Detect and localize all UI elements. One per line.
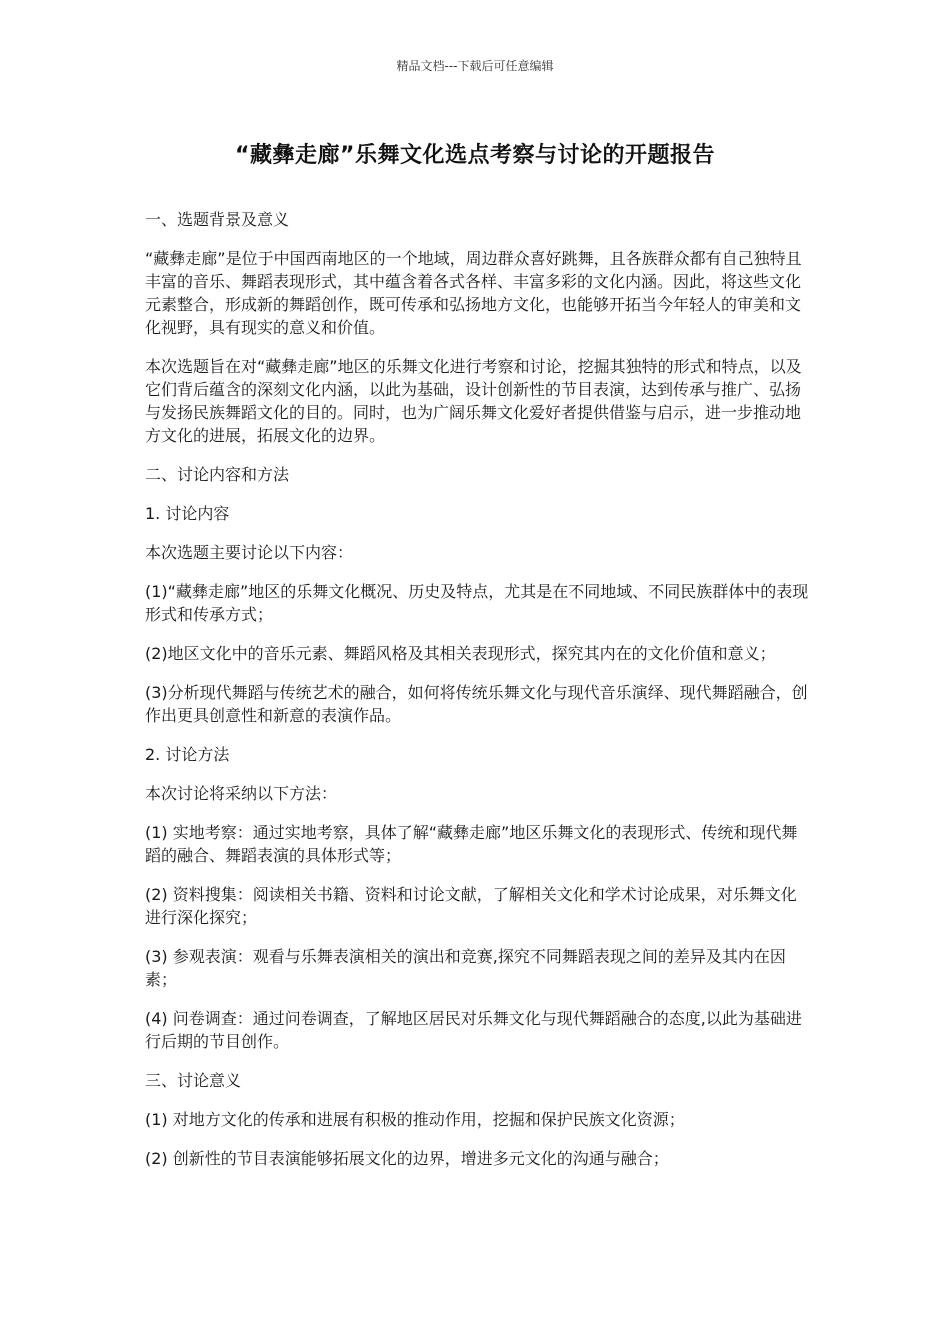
section-heading-content-method: 二、讨论内容和方法 [145, 465, 290, 484]
list-item-method-4: (4) 问卷调查：通过问卷调查，了解地区居民对乐舞文化与现代舞蹈融合的态度,以此为基础进行后期的节目创作。 [145, 1009, 802, 1051]
paragraph-purpose: 本次选题旨在对“藏彝走廊”地区的乐舞文化进行考察和讨论，挖掘其独特的形式和特点，以及它们背后蕴含的深刻文化内涵，以此为基础，设计创新性的节目表演，达到传承与推广、弘扬与发扬民族舞蹈文化的目的。同时，也为广阔乐舞文化爱好者提供借鉴与启示，进一步推动地方文化的进展，拓展文化的边界。 [145, 357, 802, 445]
document-body [145, 208, 810, 1186]
list-item-content-1: (1)“藏彝走廊”地区的乐舞文化概况、历史及特点，尤其是在不同地域、不同民族群体中的表现形式和传承方式； [145, 582, 809, 624]
subheading-content: 1. 讨论内容 [145, 504, 230, 523]
list-item-method-2: (2) 资料搜集：阅读相关书籍、资料和讨论文献，了解相关文化和学术讨论成果，对乐舞文化进行深化探究； [145, 885, 797, 927]
list-item-significance-2: (2) 创新性的节目表演能够拓展文化的边界，增进多元文化的沟通与融合； [145, 1149, 669, 1168]
list-item-content-3: (3)分析现代舞蹈与传统艺术的融合，如何将传统乐舞文化与现代音乐演绎、现代舞蹈融合，创作出更具创意性和新意的表演作品。 [145, 683, 808, 725]
header-note: 精品文档---下载后可任意编辑 [396, 59, 554, 73]
subheading-method: 2. 讨论方法 [145, 745, 230, 764]
paragraph-content-intro: 本次选题主要讨论以下内容： [145, 543, 354, 562]
section-heading-significance: 三、讨论意义 [145, 1071, 242, 1090]
list-item-method-1: (1) 实地考察：通过实地考察，具体了解“藏彝走廊”地区乐舞文化的表现形式、传统和现代舞蹈的融合、舞蹈表演的具体形式等； [145, 823, 798, 865]
list-item-significance-1: (1) 对地方文化的传承和进展有积极的推动作用，挖掘和保护民族文化资源； [145, 1110, 685, 1129]
document-title: “藏彝走廊”乐舞文化选点考察与讨论的开题报告 [235, 143, 715, 168]
section-heading-background: 一、选题背景及意义 [145, 210, 290, 229]
list-item-content-2: (2)地区文化中的音乐元素、舞蹈风格及其相关表现形式，探究其内在的文化价值和意义； [145, 644, 776, 663]
paragraph-background: “藏彝走廊”是位于中国西南地区的一个地域，周边群众喜好跳舞，且各族群众都有自己独特且丰富的音乐、舞蹈表现形式，其中蕴含着各式各样、丰富多彩的文化内涵。因此，将这些文化元素整合，形成新的舞蹈创作，既可传承和弘扬地方文化，也能够开拓当今年轻人的审美和文化视野，具有现实的意义和价值。 [145, 249, 802, 337]
paragraph-method-intro: 本次讨论将采纳以下方法： [145, 784, 338, 803]
list-item-method-3: (3) 参观表演：观看与乐舞表演相关的演出和竞赛,探究不同舞蹈表现之间的差异及其内在因素； [145, 947, 786, 989]
